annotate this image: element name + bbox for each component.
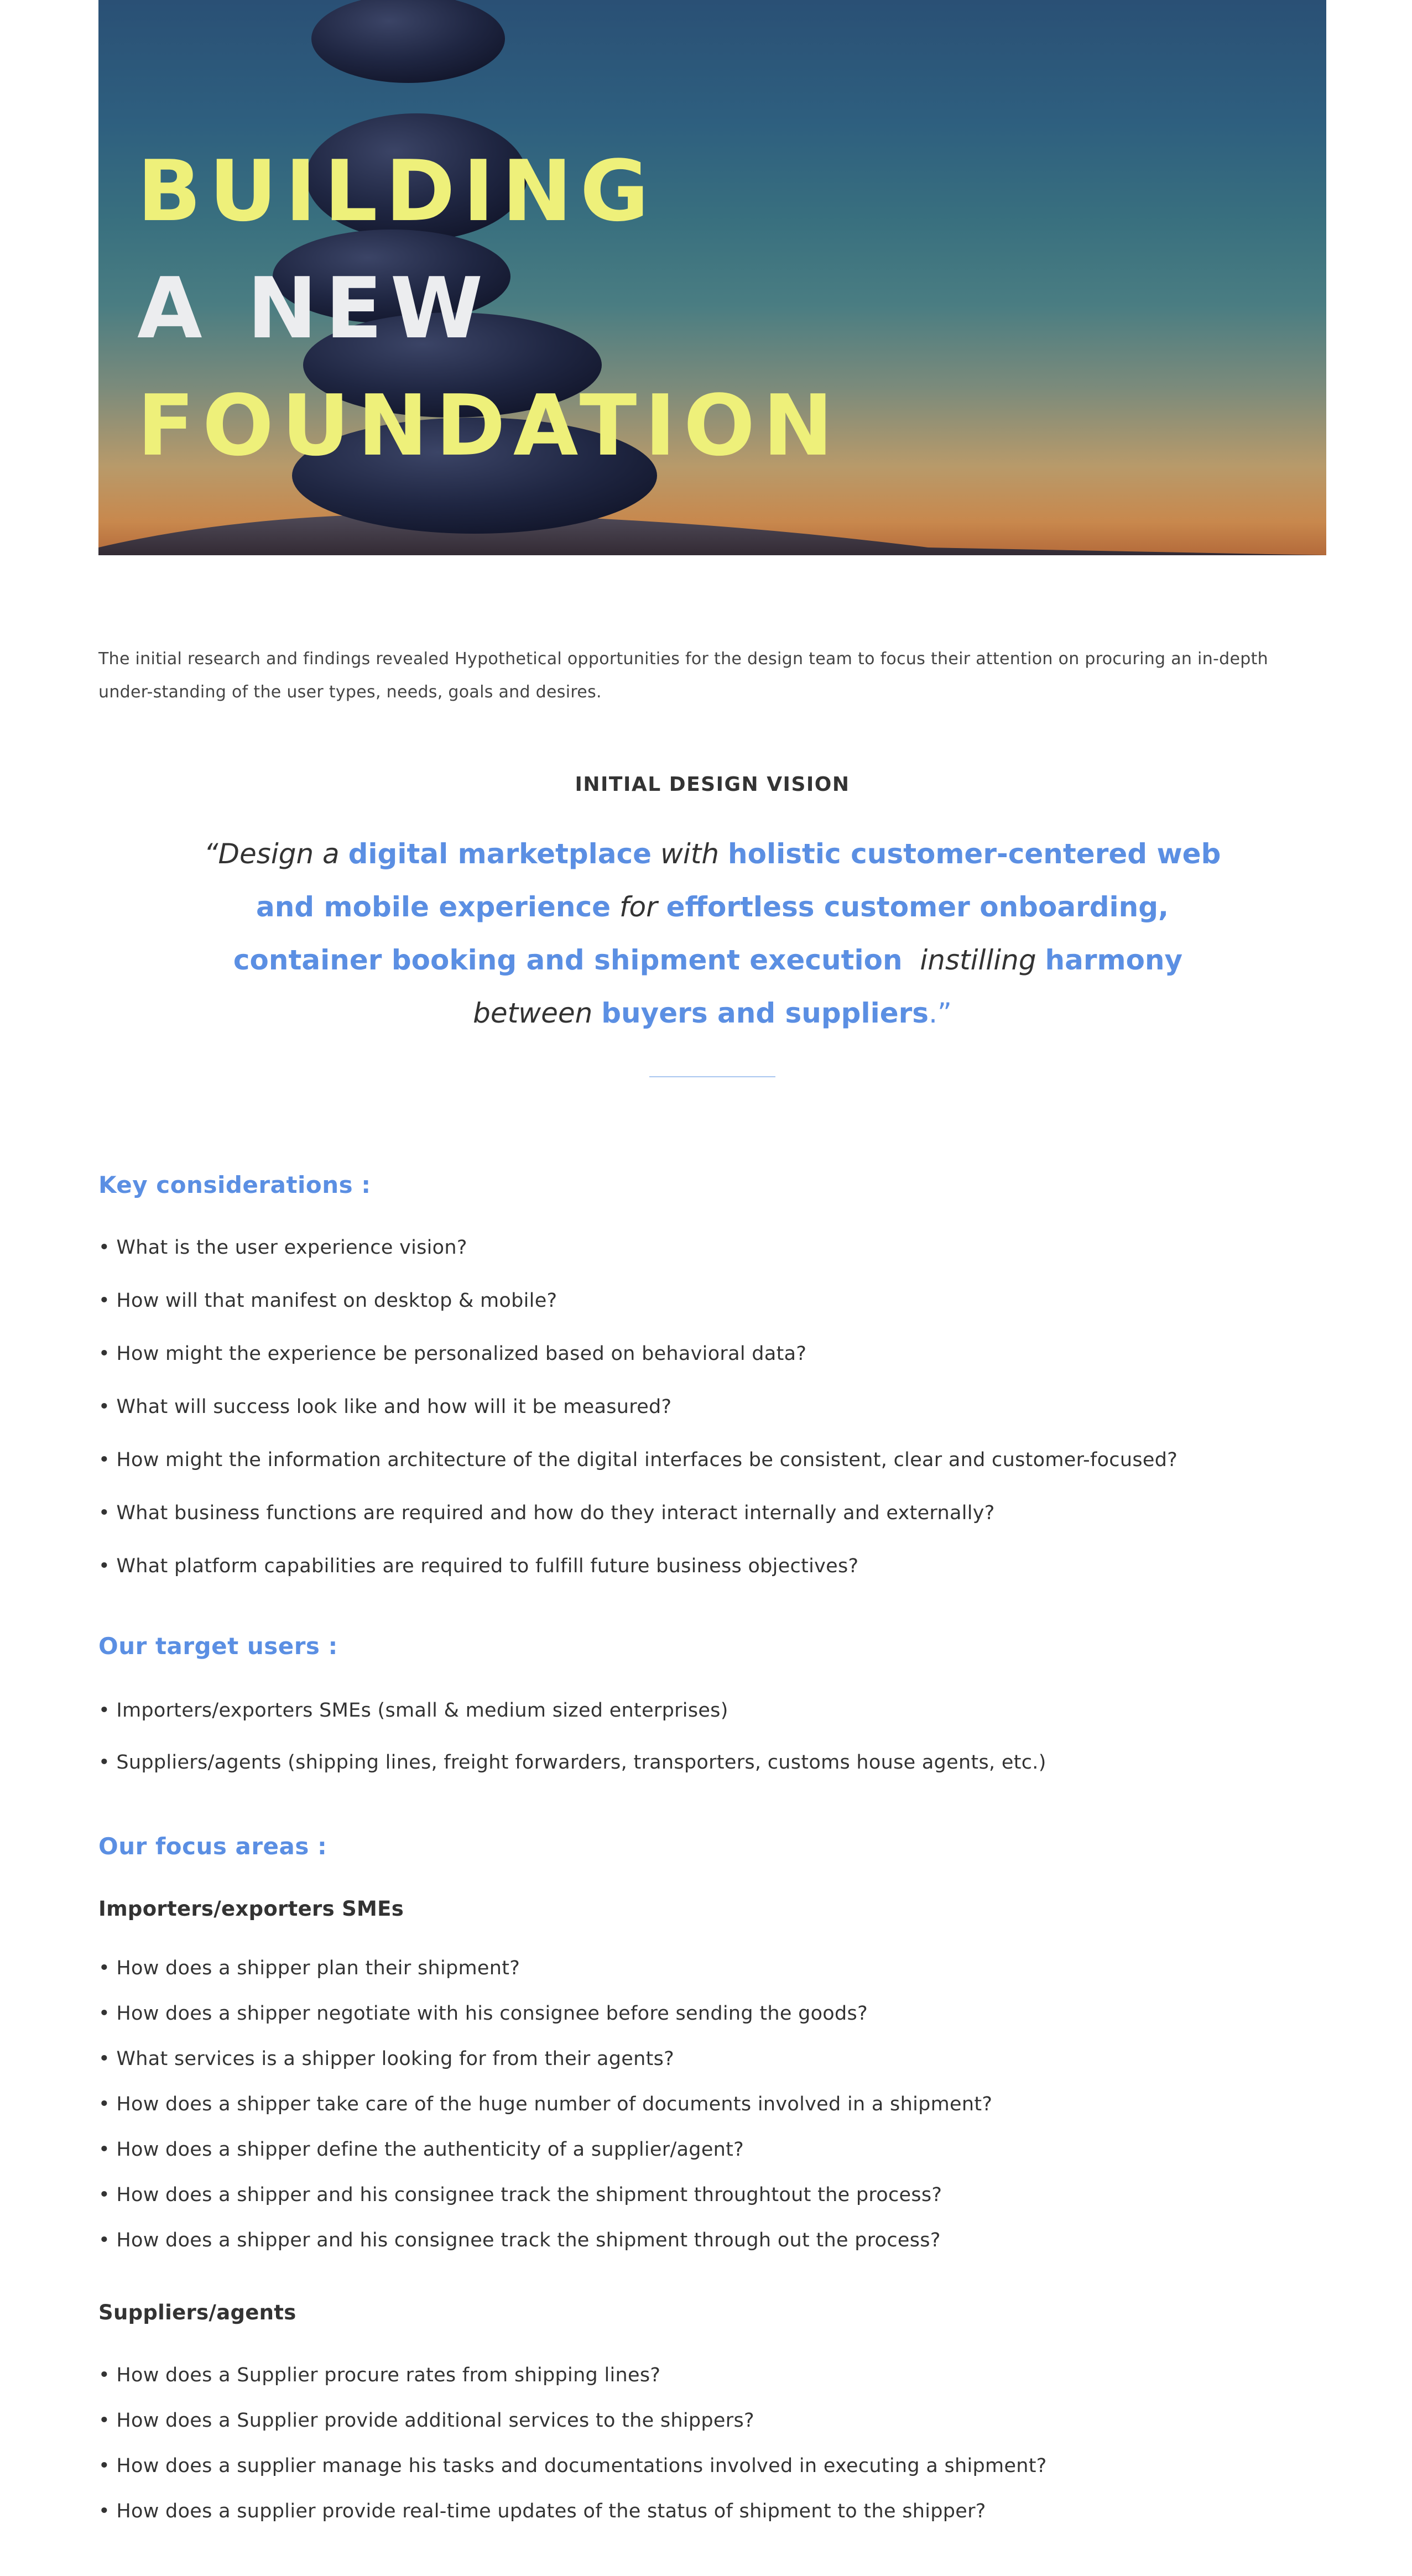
vision-word-with: with: [660, 838, 720, 870]
vision-phrase-marketplace: digital marketplace: [348, 838, 652, 870]
list-item: • How does a shipper and his consignee track the shipment through out the process?: [98, 2229, 941, 2251]
list-item: • What business functions are required and how do they interact internally and externally?: [98, 1502, 995, 1524]
list-item: • How does a shipper and his consignee track the shipment throughtout the process?: [98, 2184, 942, 2206]
vision-phrase-onboarding: effortless customer onboarding, container booking and shipment execution: [233, 891, 1169, 976]
vision-phrase-harmony: harmony: [1045, 944, 1183, 976]
list-item: • How might the information architecture of the digital interfaces be consistent, clear and customer-focused?: [98, 1449, 1178, 1471]
suppliers-heading: Suppliers/agents: [98, 2301, 296, 2324]
vision-word-for: for: [619, 891, 658, 923]
key-considerations-list: [98, 1221, 1177, 1593]
list-item: • How does a Supplier provide additional services to the shippers?: [98, 2410, 754, 2432]
page-content: [98, 0, 1326, 2522]
vision-word-instilling: instilling: [920, 944, 1036, 976]
target-users-title: Our target users :: [98, 1633, 338, 1660]
list-item: • How does a shipper define the authenticity of a supplier/agent?: [98, 2139, 744, 2161]
list-item: • Importers/exporters SMEs (small & medium sized enterprises): [98, 1699, 728, 1722]
hero-title-line-2: A NEW: [137, 259, 491, 357]
stone-1: [311, 0, 505, 83]
list-item: • How does a shipper negotiate with his consignee before sending the goods?: [98, 2003, 868, 2025]
hero-title-line-3: FOUNDATION: [137, 377, 841, 474]
vision-quote-open: “Design a: [204, 838, 340, 870]
key-considerations-title: Key considerations :: [98, 1171, 371, 1198]
list-item: • How does a shipper plan their shipment?: [98, 1957, 520, 1979]
vision-heading: INITIAL DESIGN VISION: [575, 773, 850, 796]
list-item: • What platform capabilities are required to fulfill future business objectives?: [98, 1555, 859, 1577]
focus-areas-title: Our focus areas :: [98, 1833, 327, 1860]
vision-quote-close: .”: [929, 997, 952, 1029]
target-users-list: [98, 1685, 1046, 1788]
list-item: • How does a Supplier procure rates from shipping lines?: [98, 2364, 661, 2386]
vision-divider: [649, 1076, 775, 1077]
suppliers-list: [98, 2353, 1047, 2534]
intro-paragraph: The initial research and findings revealed Hypothetical opportunities for the design team to focus their attention on procuring an in-depth under-standing of the user types, needs, goals and desires.: [98, 649, 1268, 702]
hero-title-line-1: BUILDING: [137, 142, 657, 240]
vision-quote: [187, 827, 1238, 1040]
list-item: • What services is a shipper looking for from their agents?: [98, 2048, 675, 2070]
vision-phrase-buyers-suppliers: buyers and suppliers: [601, 997, 929, 1029]
vision-phrase-experience: holistic customer-centered web and mobile experience: [256, 838, 1221, 923]
list-item: • How does a supplier manage his tasks and documentations involved in executing a shipment?: [98, 2455, 1047, 2477]
list-item: • How does a supplier provide real-time updates of the status of shipment to the shipper?: [98, 2500, 986, 2522]
list-item: • How will that manifest on desktop & mobile?: [98, 1290, 557, 1312]
hero-title: [137, 133, 841, 484]
importers-list: [98, 1946, 992, 2263]
hero-banner: [98, 0, 1326, 555]
vision-word-between: between: [473, 997, 593, 1029]
list-item: • How might the experience be personalized based on behavioral data?: [98, 1343, 807, 1365]
list-item: • How does a shipper take care of the huge number of documents involved in a shipment?: [98, 2093, 993, 2115]
importers-heading: Importers/exporters SMEs: [98, 1897, 404, 1921]
list-item: • What will success look like and how will it be measured?: [98, 1396, 672, 1418]
list-item: • Suppliers/agents (shipping lines, freight forwarders, transporters, customs house agents, etc.): [98, 1751, 1046, 1774]
list-item: • What is the user experience vision?: [98, 1237, 467, 1259]
